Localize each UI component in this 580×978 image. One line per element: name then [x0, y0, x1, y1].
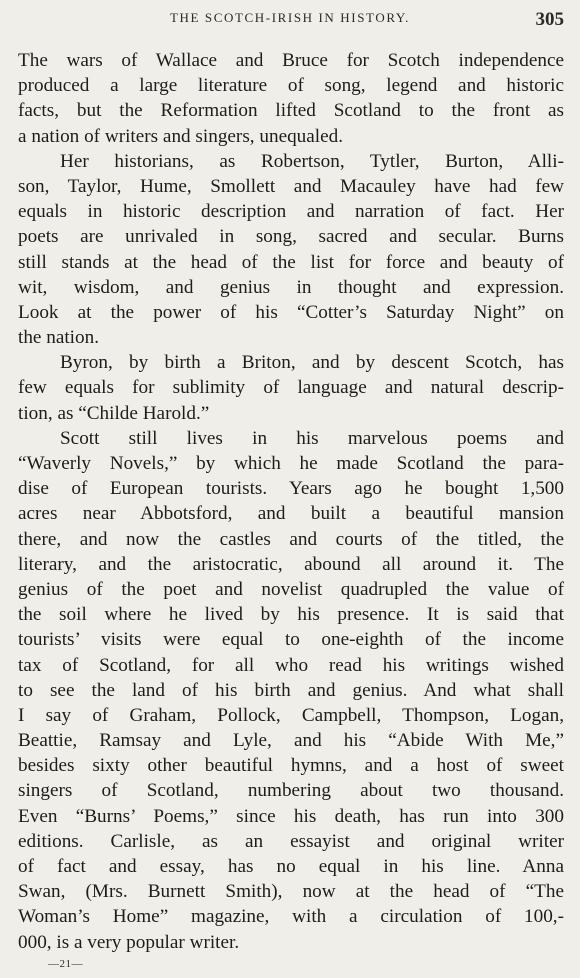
text-line: editions. Carlisle, as an essayist and original writer	[18, 830, 564, 852]
text-line: 000, is a very popular writer.	[18, 931, 240, 953]
text-line: genius of the poet and novelist quadrupled the value of	[18, 578, 564, 600]
text-line: Look at the power of his “Cotter’s Saturday Night” on	[18, 301, 564, 323]
text-line: I say of Graham, Pollock, Campbell, Thompson, Logan,	[18, 704, 564, 726]
text-line: acres near Abbotsford, and built a beautiful mansion	[18, 503, 564, 525]
text-line: facts, but the Reformation lifted Scotland to the front as	[18, 100, 564, 122]
text-line: produced a large literature of song, legend and historic	[18, 75, 564, 97]
text-line: still stands at the head of the list for force and beauty of	[18, 251, 564, 273]
text-line: Even “Burns’ Poems,” since his death, has run into 300	[18, 805, 564, 827]
text-line: Byron, by birth a Briton, and by descent Scotch, has	[60, 352, 564, 374]
text-line: son, Taylor, Hume, Smollett and Macauley have had few	[18, 175, 564, 197]
text-line: poets are unrivaled in song, sacred and secular. Burns	[18, 226, 564, 248]
text-line: dise of European tourists. Years ago he bought 1,500	[18, 478, 564, 500]
text-line: tourists’ visits were equal to one-eighth of the income	[18, 629, 564, 651]
text-line: there, and now the castles and courts of the titled, the	[18, 528, 564, 550]
text-line: Swan, (Mrs. Burnett Smith), now at the head of “The	[18, 881, 564, 903]
text-line: a nation of writers and singers, unequaled.	[18, 125, 344, 147]
text-line: the soil where he lived by his presence. It is said that	[18, 604, 564, 626]
text-line: the nation.	[18, 327, 99, 349]
text-line: The wars of Wallace and Bruce for Scotch independence	[18, 50, 564, 71]
text-line: Scott still lives in his marvelous poems and	[60, 427, 564, 449]
text-line: Beattie, Ramsay and Lyle, and his “Abide With Me,”	[18, 730, 564, 752]
text-line: Her historians, as Robertson, Tytler, Burton, Alli-	[60, 150, 564, 172]
page-number: 305	[535, 9, 564, 30]
text-line: “Waverly Novels,” by which he made Scotland the para-	[18, 453, 564, 474]
text-line: tion, as “Childe Harold.”	[18, 402, 210, 424]
text-line: to see the land of his birth and genius. And what shall	[18, 679, 564, 701]
signature-mark: —21—	[48, 958, 83, 970]
page-header	[0, 9, 580, 29]
text-line: of fact and essay, has no equal in his line. Anna	[18, 856, 564, 877]
text-line: literary, and the aristocratic, abound all around it. The	[18, 553, 564, 575]
text-line: besides sixty other beautiful hymns, and a host of sweet	[18, 755, 564, 777]
text-line: equals in historic description and narration of fact. Her	[18, 201, 564, 223]
text-line: few equals for sublimity of language and natural descrip-	[18, 377, 564, 399]
body-text	[18, 48, 564, 955]
text-line: tax of Scotland, for all who read his writings wished	[18, 654, 564, 676]
text-line: wit, wisdom, and genius in thought and expression.	[18, 276, 564, 298]
running-head: THE SCOTCH-IRISH IN HISTORY.	[169, 10, 411, 25]
text-line: singers of Scotland, numbering about two thousand.	[18, 780, 564, 802]
text-line: Woman’s Home” magazine, with a circulation of 100,-	[18, 906, 564, 928]
